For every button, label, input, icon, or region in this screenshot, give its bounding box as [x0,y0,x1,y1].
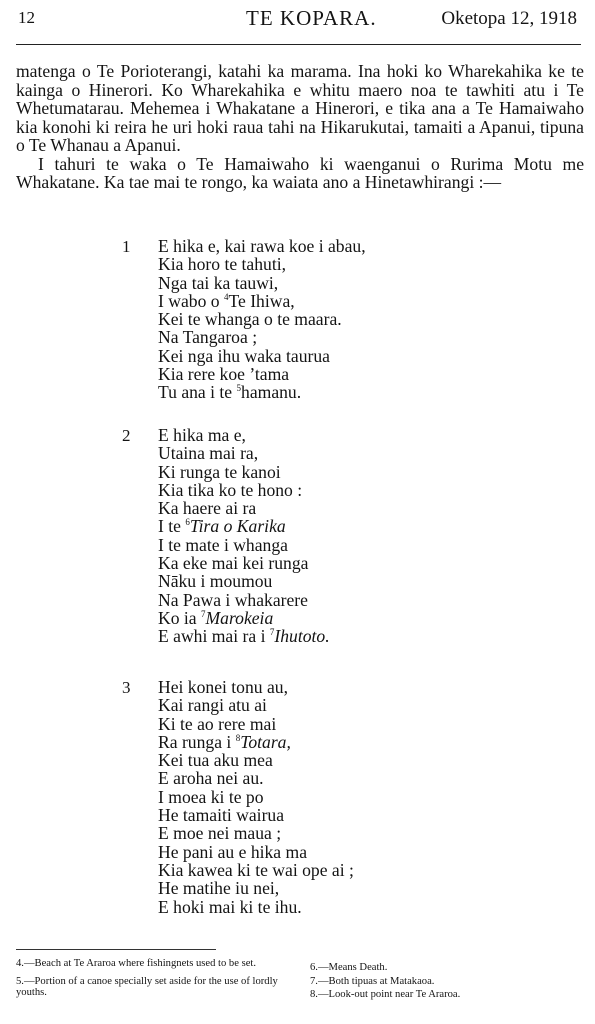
song-line-text: Ki te ao rere mai [158,713,277,734]
song-line-prefix: Ko ia [158,607,201,628]
song-line-prefix: Ra runga i [158,731,236,752]
song-line-text: E hika ma e, [158,425,246,445]
footnote: 7.—Both tipuas at Matakaoa. [310,975,435,987]
footnote: 6.—Means Death. [310,962,388,973]
song-line-text: Ka eke mai kei runga [158,553,309,574]
song-line-text: Kei te whanga o te maara. [158,309,342,330]
song-line-prefix: I wabo o [158,290,224,311]
song-line [158,365,366,383]
song-line [158,678,354,696]
song-line [158,696,354,714]
song-line [158,769,354,787]
footnote-marker: 6 [185,517,190,528]
song-line [158,383,366,401]
song-line [158,806,354,824]
song-line [158,426,330,444]
song-line [158,517,330,535]
song-line-text: Kia kawea ki te wai ope ai ; [158,859,354,880]
song-line-text: Marokeia [205,607,274,628]
stanza-number: 1 [122,237,131,256]
song-line [158,499,330,517]
song-line [158,733,354,751]
song-line [158,843,354,861]
song-line-text: Kia horo te tahuti, [158,254,287,275]
footnote-marker: 7 [269,627,275,638]
song-line-text: E moe nei maua ; [158,823,282,844]
song-line-text: hamanu. [241,382,302,403]
stanza-number: 2 [122,426,131,445]
song-line [158,481,330,499]
song-line-prefix: I te [158,516,186,537]
footnotes-left [16,958,298,1005]
song-line [158,879,354,897]
footnote: 8.—Look-out point near Te Araroa. [310,989,461,1000]
song-line-text: E hika e, kai rawa koe i abau, [158,236,366,256]
stanza-number: 3 [122,678,131,697]
footnote: 5.—Portion of a canoe specially set aside for the use of lordly youths. [16,975,278,998]
song-line [158,536,330,554]
issue-date: Oketopa 12, 1918 [441,8,577,29]
song-line [158,274,366,292]
song-line-text: Na Pawa i whakarere [158,589,308,610]
publication-title: TE KOPARA. [246,6,377,30]
song-line-text: Kai rangi atu ai [158,695,267,716]
song-line-text: E aroha nei au. [158,768,264,789]
header-rule [16,44,581,45]
page-header [18,6,581,36]
song-line-text: Kei tua aku mea [158,750,273,771]
song-line-text: E hoki mai ki te ihu. [158,896,302,917]
page-number: 12 [18,8,35,27]
song-line-text: Na Tangaroa ; [158,327,258,348]
paragraph: I tahuri te waka o Te Hamaiwaho ki waenganui o Rurima Motu me Whakatane. Ka tae mai te rongo, ka waiata ano a Hinetawhirangi :— [16,153,584,192]
song-line-text: Ka haere ai ra [158,498,257,519]
song-line [158,898,354,916]
song-line [158,788,354,806]
song-line [158,715,354,733]
song-line-prefix: Tu ana i te [158,382,237,403]
song-line [158,554,330,572]
song-line [158,255,366,273]
song-line-text: Ki runga te kanoi [158,461,281,482]
footnotes-right [310,962,580,1003]
song-line-text: Nga tai ka tauwi, [158,272,279,293]
song-line-text: Ihutoto. [274,626,330,647]
stanza-lines [158,426,330,646]
song-line-text: Nāku i moumou [158,571,273,592]
stanza-lines [158,237,366,402]
song-line [158,328,366,346]
song-line-text: Kei nga ihu waka taurua [158,345,330,366]
song-line [158,751,354,769]
footnote-marker: 5 [236,383,242,394]
song-line [158,310,366,328]
stanza-lines [158,678,354,916]
song-line [158,292,366,310]
song-line-text: Utaina mai ra, [158,443,259,464]
footnote-rule [16,949,216,950]
paragraph: matenga o Te Porioterangi, katahi ka marama. Ina hoki ko Wharekahika ke te kainga o Hinerori. Ko Wharekahika e whitu maero noa te tawhiti atu i Te Whetumatarau. Mehemea i Whakatane a Hinerori, e tika ana a Te Hamaiwaho kia konohi ki reira he uri hoki raua tahi na Hikarukutai, tamaiti a Apanui, tipuna o Te Whanau a Apanui. [16,61,584,155]
song-line [158,572,330,590]
song-line-prefix: E awhi mai ra i [158,626,270,647]
song-line [158,444,330,462]
song-line-text: Te Ihiwa, [228,290,295,311]
song-line-text: Kia rere koe ’tama [158,364,290,385]
song-line [158,463,330,481]
song-line [158,627,330,645]
song-line-text: Kia tika ko te hono : [158,479,303,500]
song-line [158,237,366,255]
song-line-text: I moea ki te po [158,786,264,807]
footnote-marker: 7 [201,609,206,620]
song-line-text: He pani au e hika ma [158,841,307,862]
song-line-text: Tira o Karika [189,516,286,537]
song-line-text: Totara, [240,731,291,752]
song-line [158,861,354,879]
song-line [158,591,330,609]
footnote-marker: 8 [235,733,241,744]
song-line [158,824,354,842]
song-line-text: He tamaiti wairua [158,805,285,826]
song-line-text: Hei konei tonu au, [158,677,288,697]
footnote: 4.—Beach at Te Araroa where fishingnets used to be set. [16,958,256,969]
footnote-marker: 4 [223,292,229,303]
body-text [16,62,584,192]
song-line-text: I te mate i whanga [158,534,288,555]
song-line [158,347,366,365]
song-line [158,609,330,627]
song-line-text: He matihe iu nei, [158,878,280,899]
